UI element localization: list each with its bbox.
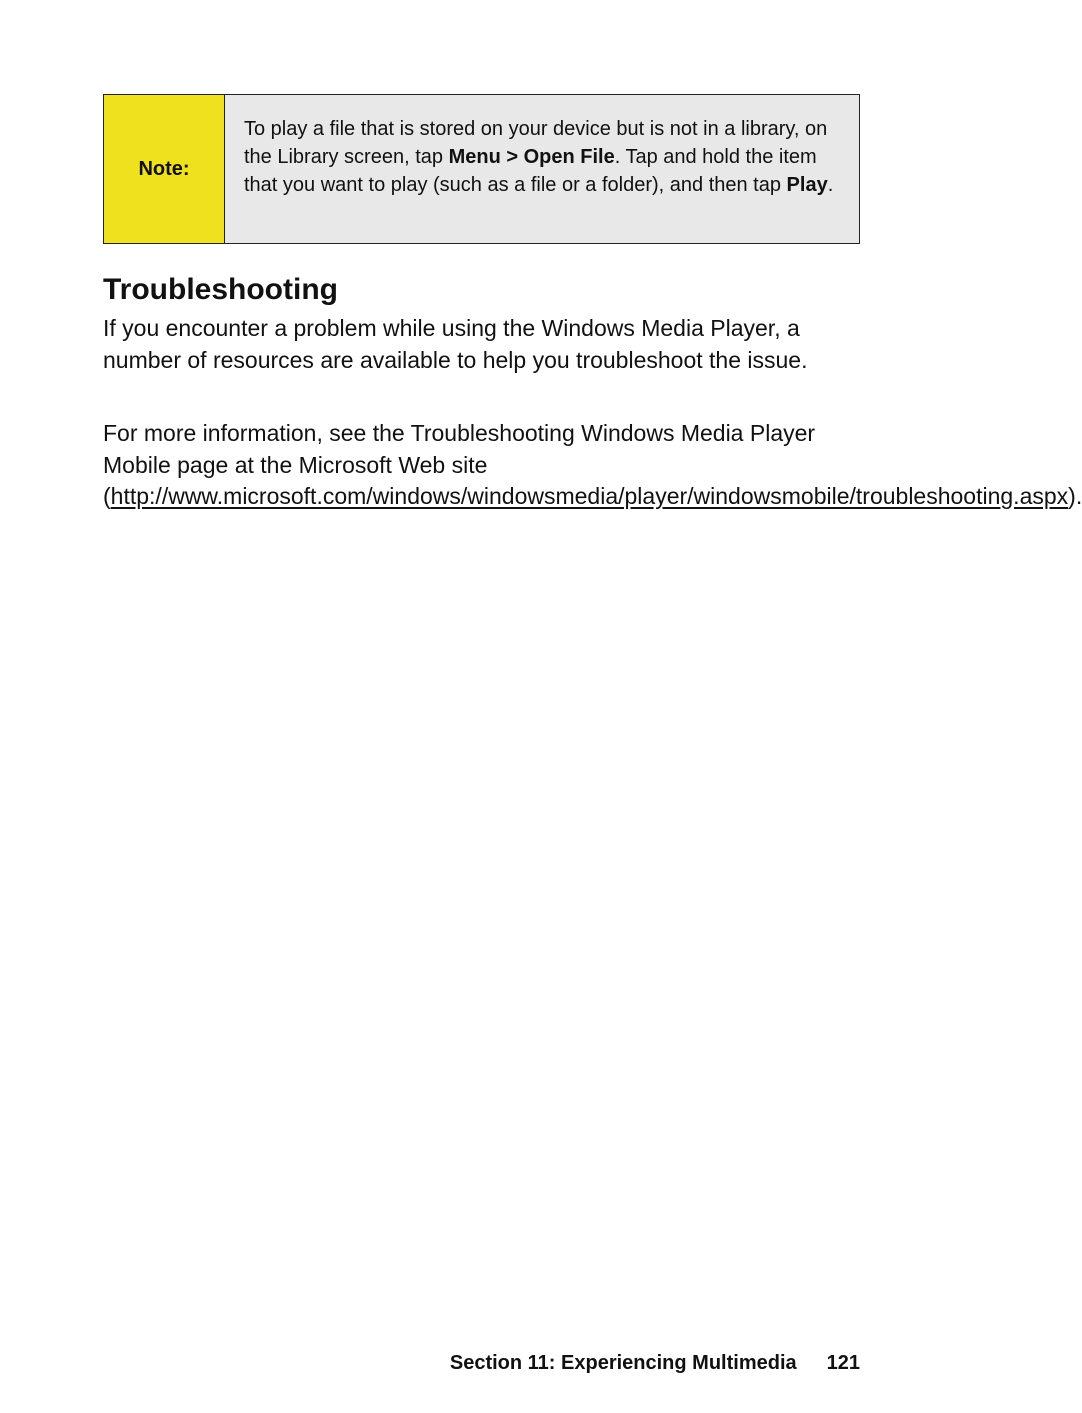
note-text-part-1: To play a file that is stored on your device but is not in a library, on the Library screen, tap [244, 118, 828, 168]
note-label: Note: [138, 157, 190, 180]
note-open-file-label: Open File [523, 146, 615, 168]
page-footer [450, 1352, 860, 1375]
note-arrow: > [500, 146, 524, 168]
footer-section-title: Section 11: Experiencing Multimedia [449, 1352, 797, 1374]
note-box [103, 94, 860, 244]
note-text-part-2: . Tap and hold the item that you want to play (such as a file or a folder), and then tap [244, 146, 817, 196]
paragraph-more-info-text: For more information, see the Troubleshooting Windows Media Player Mobile page at the Microsoft Web site ( [103, 420, 816, 509]
page-number: 121 [826, 1352, 860, 1374]
note-text-part-3: . [827, 174, 834, 196]
note-text [225, 95, 859, 243]
section-heading: Troubleshooting [103, 273, 338, 306]
note-label-cell [104, 95, 225, 243]
paragraph-more-info-end: ). [1068, 483, 1082, 509]
note-menu-label: Menu [448, 146, 501, 168]
paragraph-more-info [103, 418, 1082, 513]
troubleshooting-link[interactable]: http://www.microsoft.com/windows/windowsmedia/player/windowsmobile/troubleshooting.aspx [110, 483, 1069, 509]
paragraph-intro: If you encounter a problem while using the Windows Media Player, a number of resources are available to help you troubleshoot the issue. [103, 315, 808, 373]
note-play-label: Play [786, 174, 828, 196]
